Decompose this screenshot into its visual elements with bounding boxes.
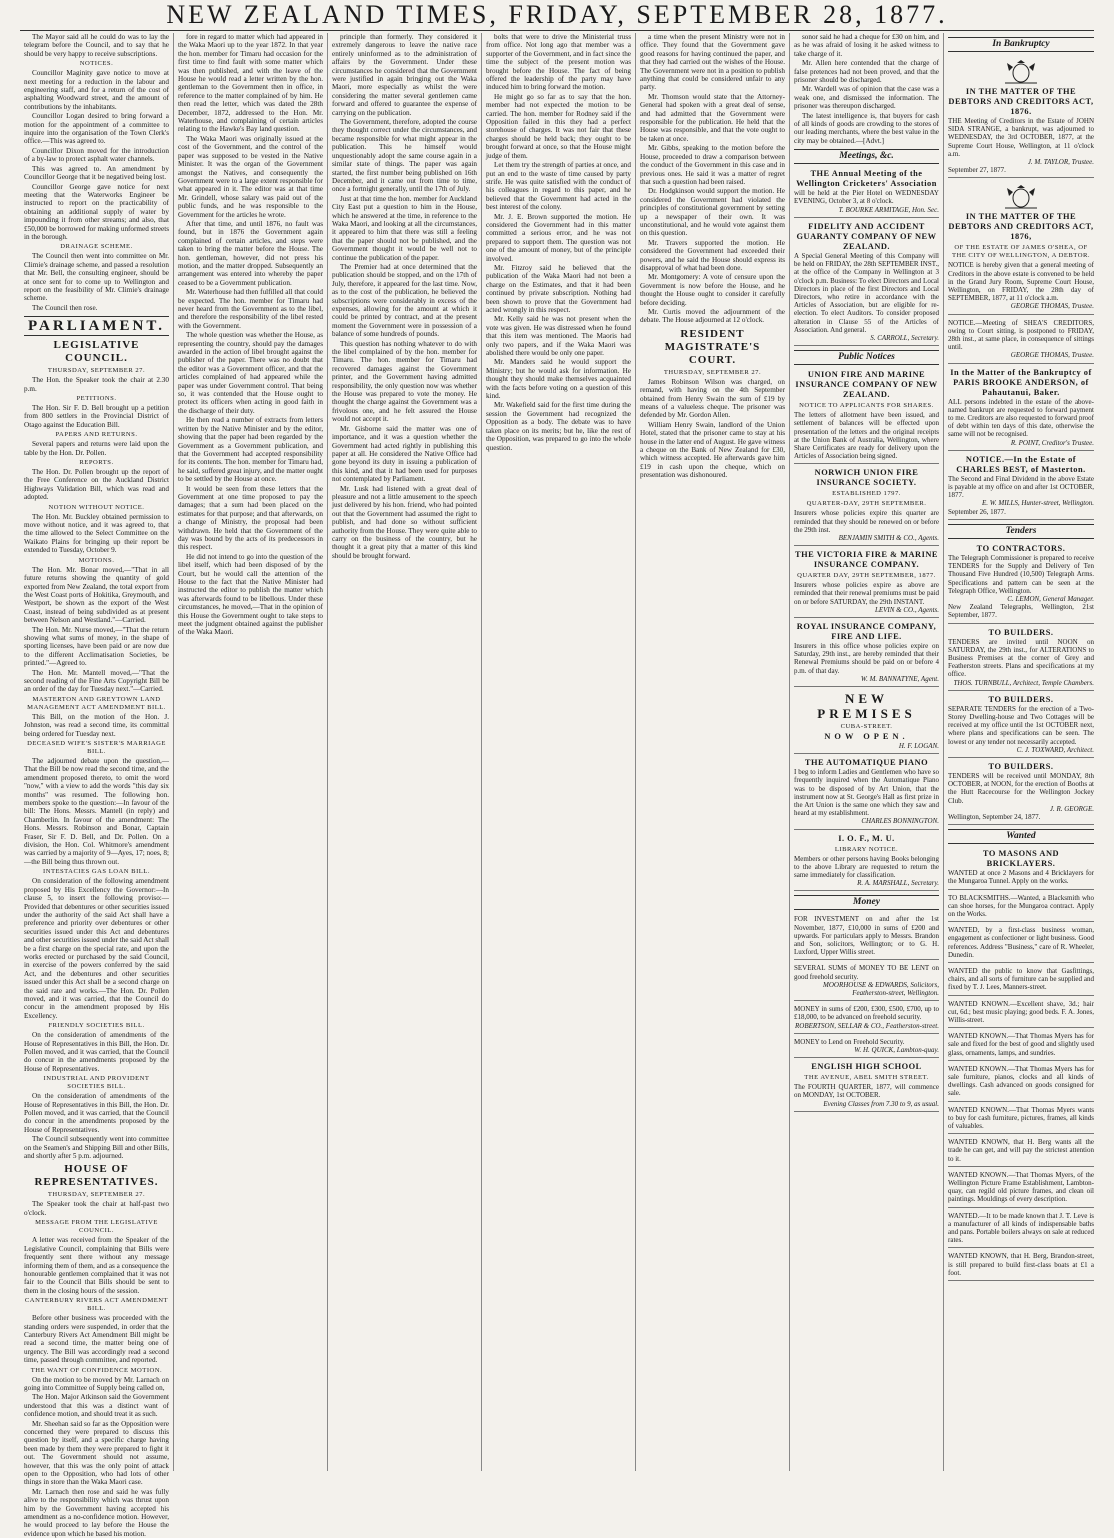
advertisement [948, 693, 1094, 758]
ad-signature: C. LEMON, General Manager. [1007, 594, 1094, 603]
ad-date: Wellington, September 24, 1877. [948, 812, 1041, 821]
subheading: INTESTACIES GAS LOAN BILL. [43, 868, 150, 876]
paragraph: The Mayor said all he could do was to lay the telegram before the Council, and to say that he should be very happy to receive subscriptions. [24, 33, 169, 58]
ad-title: In the Matter of the Bankruptcy of PARIS BROOKE ANDERSON, of Pahautanui, Baker. [950, 367, 1092, 397]
advertisement-note: The latest intelligence is, that buyers for cash of all kinds of goods are crowding to the stores of our leading merchants, where the best value in the city may be obtained.—[Advt.] [794, 111, 939, 145]
paragraph: Mr. Fitzroy said he believed that the publication of the Waka Maori had not been a charge on the Estimates, and that it had been continued by private subscription. Nothing had been shown to prove that the Government had acted wrongly in this respect. [486, 263, 631, 314]
column-7 [944, 33, 1098, 1471]
paragraph: On consideration of the following amendment proposed by His Excellency the Governor:—In clause 5, to insert the following proviso:—Provided that debentures or other securities issued under the authority of the said Act shall have a preference and priority over debentures or other securities issued under this Act and debentures and other securities issued under the said Act shall be a first charge on the special rate, and upon the works erected or purchased by the said Council, in exercise of the powers conferred by the said Act, and the debentures and other securities issued under this Act shall be a second charge on the said rate and works.—The Hon. Dr. Pollen moved, and it was carried, that the Council do concur in the amendment proposed by His Excellency. [24, 877, 169, 1020]
ad-subtitle: LIBRARY NOTICE. [834, 845, 899, 853]
paragraph: Mr. Gibbs, speaking to the motion before the House, proceeded to draw a comparison between the conduct of the Government in this case and in previous ones. He said it was a matter of regret that such a question had been raised. [640, 144, 785, 186]
subheading: DECEASED WIFE'S SISTER'S MARRIAGE BILL. [27, 740, 166, 755]
ad-body: WANTED KNOWN, that H. Berg wants all the trade he can get, and will pay the strictest attention to it. [948, 1138, 1094, 1163]
paragraph: The Government, therefore, adopted the course they thought correct under the circumstances, and became responsible for what might appear in the publication. This he himself would unquestionably adopt the same course again in a similar state of things. The paper was again started, the first number being published on 16th December, and it came out from time to time, once a fortnight generally, until the 17th of July. [332, 118, 477, 194]
paragraph: Mr. Travers supported the motion. He considered the Government had exceeded their powers, and he said the House should express its disapproval of what had been done. [640, 238, 785, 272]
ad-signature: H. F. LOGAN. [898, 741, 939, 750]
ad-signature: E. W. MILLS, Hunter-street, Wellington. [981, 499, 1094, 508]
ad-body: I beg to inform Ladies and Gentlemen who have so frequently inquired when the Automatique Piano was to be disposed of by Art Union, that the instrument now at St. George's Hall as first prize in the Art Union is the same one which they saw and heard at my establishment. [794, 768, 939, 818]
ad-signature: CHARLES BONNINGTON. [861, 817, 939, 826]
ad-signature: Evening Classes from 7.30 to 9, as usual. [823, 1099, 939, 1108]
ad-title: TO BUILDERS. [988, 761, 1054, 771]
ad-title: TO CONTRACTORS. [976, 543, 1066, 553]
advertisement [948, 1169, 1094, 1208]
advertisement [794, 689, 939, 754]
ad-title: TO BUILDERS. [988, 694, 1054, 704]
ad-signature: J. R. GEORGE. [1049, 804, 1094, 813]
ad-signature: W. M. BANNATYNE, Agent. [860, 674, 939, 683]
ad-subtitle: THE AVENUE, ABEL SMITH STREET. [804, 1074, 929, 1082]
paragraph: The Hon. Mr. Mantell moved,—"That the second reading of the Fine Arts Copyright Bill be an order of the day for Tuesday next."—Carried. [24, 668, 169, 694]
paragraph: The Premier had at once determined that the publication should be stopped, and on the 17th of July, therefore, it appeared for the last time. Now, as to the cost of the publication, he believed the subscriptions were considerably in excess of the expenses, allowing for the amount at which it could be printed by contract, and at the present moment the Government were in possession of a balance of some hundreds of pounds. [332, 262, 477, 339]
advertisement [794, 832, 939, 892]
paragraph: Mr. Gisborne said the matter was one of importance, and it was a question whether the Government had acted rightly in publishing this paper at all. He considered the Native Office had gone beyond its duty in issuing a publication of this kind, and that it had been used for purposes not contemplated by Parliament. [332, 424, 477, 484]
ad-signature: MOORHOUSE & EDWARDS, Solicitors, Featherston-street, Wellington. [823, 980, 939, 998]
paragraph: Mr. Curtis moved the adjournment of the debate. The House adjourned at 12 o'clock. [640, 308, 785, 325]
paragraph: Mr. Manders said he would support the Ministry; but he would ask for information. He thought they should make themselves acquainted with the facts before voting on a question of this kind. [486, 358, 631, 401]
ad-body: A Special General Meeting of this Company will be held on FRIDAY, the 28th SEPTEMBER INST., at the office of the Company in Wellington at 3 o'clock p.m. Business: To elect Directors and Local Directors in place of the first Directors and Local Directors, who retire in accordance with the Articles of Association, but are eligible for re-election. To elect Auditors. To consider proposed alteration in Clause 55 of the Articles of Association. And general. [794, 251, 939, 334]
ad-body: WANTED KNOWN.—That Thomas Myers, of the Wellington Picture Frame Establishment, Lambton-quay, can regild old picture frames, and clean oil paintings. Mouldings of every description. [948, 1170, 1094, 1204]
advertisement [794, 368, 939, 464]
paragraph: The Hon. Mr. Buckley obtained permission to move without notice, and it was agreed to, that the time allowed to the Select Committee on the Waikato Plains for bringing up their report be extended to Tuesday, October 9. [24, 512, 169, 555]
paragraph: Mr. Wakefield said for the first time during the session the Government had recognized the Opposition as a body. The debate was to have taken place on its merits; but he, like the rest of the Opposition, was prepared to go into the whole question. [486, 401, 631, 452]
advertisement [794, 1003, 939, 1034]
section-header-wanted: Wanted [948, 829, 1094, 844]
ad-body: The FOURTH QUARTER, 1877, will commence on MONDAY, 1st OCTOBER. [794, 1083, 939, 1100]
paragraph: Mr. J. E. Brown supported the motion. He considered the Government had in this matter committed a serious error, and he was not prepared to support them. The question was not one of the amount of money, but of the principle involved. [486, 212, 631, 263]
advertisement [948, 998, 1094, 1029]
ad-signature: R. POINT, Creditor's Trustee. [1010, 438, 1094, 447]
ad-body: WANTED at once 2 Masons and 4 Bricklayers for the Mungaroa Tunnel. Apply on the works. [948, 869, 1094, 886]
ad-signature: THOS. TURNBULL, Architect, Temple Chambers. [953, 678, 1094, 687]
paragraph: Mr. Sheehan said so far as the Opposition were concerned they were prepared to discuss this question by itself, and a specific charge having been made by them they were prepared to fight it out. The Government should not assume, however, that this was the only point of attack open to the Opposition, who had lots of other things in store than the Waka Maori case. [24, 1419, 169, 1487]
paragraph: The Council subsequently went into committee on the Seamen's and Shipping Bill and other Bills, and shortly after 5 p.m. adjourned. [24, 1135, 169, 1161]
paragraph: Mr. Lusk had listened with a great deal of pleasure and not a little amusement to the speech just delivered by his hon. friend, who had pointed out that the Government had assumed the right to publish, and had done so without sufficient authority from the House. They were quite able to carry on the business of the country, but he thought it a great pity that a matter of this kind should be brought forward. [332, 484, 477, 560]
subheading: INDUSTRIAL AND PROVIDENT SOCIETIES BILL. [43, 1075, 150, 1091]
ad-body: NOTICE.—Meeting of SHEA'S CREDITORS, owing to Court sitting, is postponed to FRIDAY, 28th inst., at same place, in consequence of sittings until. [948, 318, 1094, 352]
ad-title: UNION FIRE AND MARINE INSURANCE COMPANY OF NEW ZEALAND. [795, 370, 938, 400]
subheading: THE WANT OF CONFIDENCE MOTION. [30, 1366, 163, 1374]
ad-signature: GEORGE THOMAS, Trustee. [1010, 302, 1094, 311]
paragraph: The Speaker took the chair at half-past two o'clock. [24, 1200, 169, 1217]
section-header-meetings: Meetings, &c. [794, 149, 939, 164]
section-header-bankruptcy: In Bankruptcy [948, 37, 1094, 52]
ad-date: September 26, 1877. [948, 507, 1006, 516]
paragraph: The Hon. the Speaker took the chair at 2.30 p.m. [24, 376, 169, 393]
subheading: NOTICES. [79, 60, 114, 68]
ad-date: QUARTER-DAY, 29TH SEPTEMBER. [806, 500, 927, 508]
ad-body: WANTED KNOWN.—That Thomas Myers has for sale furniture, pianos, clocks and all kinds of dwellings. Cash advanced on goods consigned for sale. [948, 1064, 1094, 1098]
ad-subtitle: OF THE ESTATE OF JAMES O'SHEA, OF THE CITY OF WELLINGTON, A DEBTOR. [951, 244, 1091, 260]
paragraph: Dr. Hodgkinson would support the motion. He considered the Government had violated the principles of constitutional government by setting up a newspaper of their own. It was unconstitutional, and he would vote against them on this question. [640, 187, 785, 238]
advertisement [794, 1060, 939, 1112]
ad-body: The Telegraph Commissioner is prepared to receive TENDERS for the Supply and Delivery of Ten Thousand Five Hundred (10,500) Telegraph Arms. Specifications and pattern can be seen at the Telegraph Office, Wellington. [948, 553, 1094, 595]
paragraph: The Council then went into committee on Mr. Climie's drainage scheme, and passed a resolution that Mr. Bell, the consulting engineer, should be at once sent for to come up to Wellington and report on the feasibility of Mr. Climie's drainage scheme. [24, 252, 169, 303]
ad-body: WANTED, by a first-class business woman, engagement as confectioner or light business. Good references. Address "Business," care of R. Wheeler, Dunedin. [948, 926, 1094, 959]
subheading: DRAINAGE SCHEME. [60, 243, 133, 251]
advertisement [794, 167, 939, 218]
advertisement [948, 1136, 1094, 1167]
subheading: PETITIONS. [76, 395, 117, 402]
ad-body: FOR INVESTMENT on and after the 1st November, 1877, £10,000 in sums of £200 and upwards. For particulars apply to Messrs. Brandon and Son, solicitors, Wellington; or to G. H. Luxford, Upper Willis street. [794, 915, 939, 957]
subheading: NOTION WITHOUT NOTICE. [48, 503, 145, 511]
ad-title: NORWICH UNION FIRE INSURANCE SOCIETY. [814, 468, 919, 488]
section-header-money: Money [794, 895, 939, 910]
ad-body: The Second and Final Dividend in the above Estate is payable at my office on and after 1st OCTOBER, 1877. [948, 474, 1094, 500]
advertisement [948, 1104, 1094, 1135]
ad-body: WANTED.—It to be made known that J. T. Leve is a manufacturer of all kinds of indispensable baths and pans. Portable boilers always on sale at reduced rates. [948, 1211, 1094, 1245]
subheading: REPORTS. [79, 459, 114, 467]
ad-body: NOTICE is hereby given that a general meeting of Creditors in the above estate is convened to be held in the Grand Jury Room, Supreme Court House, Wellington, on FRIDAY, the 28th day of SEPTEMBER, 1877, at 11 o'clock a.m. [948, 261, 1094, 303]
paragraph: Mr. Allen here contended that the charge of false pretences had not been proved, and that the prisoner should be discharged. [794, 59, 939, 85]
ad-date: September 27, 1877. [948, 166, 1006, 175]
subheading: MOTIONS. [78, 556, 115, 564]
paragraph: William Henry Swain, landlord of the Union Hotel, stated that the prisoner came to stay at his house in the latter end of August. He gave witness a cheque on the Bank of New Zealand for £30, which witness accepted. He afterwards gave him £19 in cash upon the cheque, which on presentation was dishonoured. [640, 420, 785, 480]
ad-signature: S. CARROLL, Secretary. [870, 333, 939, 342]
paragraph: A letter was received from the Speaker of the Legislative Council, complaining that Bills were frequently sent there without any message informing them of them, and as a consequence the honourable gentlemen complained that it was not fair to the Council that Bills should be sent to them in the closing hours of the session. [24, 1236, 169, 1295]
paragraph: principle than formerly. They considered it extremely dangerous to leave the native race entirely uninformed as to the administration of affairs by the Government. Under these circumstances he considered that the Government were justified in again bringing out the Waka Maori, more especially as whilst the were considering the matter several gentlemen came forward and offered to guarantee the expense of carrying on the publication. [332, 33, 477, 117]
subheading: MASTERTON AND GREYTOWN LAND MANAGEMENT ACT AMENDMENT BILL. [27, 695, 166, 711]
ad-signature: R. A. MARSHALL, Secretary. [857, 879, 939, 888]
section-title-council: LEGISLATIVE COUNCIL. [53, 339, 140, 365]
advertisement [948, 1210, 1094, 1249]
advertisement [794, 220, 939, 346]
paragraph: This question has nothing whatever to do with the libel complained of by the hon. member for Timaru. The hon. member for Timaru had recovered damages against the Government printer, and the Government having admitted responsibility, the only question now was whether the House was prepared to vote the money. He thought the charge against the Government was a frivolous one, and he felt assured the House would not accept it. [332, 339, 477, 424]
column-4 [482, 33, 636, 1471]
ad-body: WANTED KNOWN.—Excellent shave, 3d.; hair cut, 6d.; best music playing; good beds. F. A. Jones, Willis-street. [948, 999, 1094, 1025]
subheading: FRIENDLY SOCIETIES BILL. [48, 1022, 145, 1030]
section-title-parliament: PARLIAMENT. [24, 316, 169, 336]
ad-body: SEPARATE TENDERS for the erection of a Two-Storey Dwelling-house and Two Cottages will be received at my office until the 1st OCTOBER next, where plans and specifications can be seen. The lowest or any tender not necessarily accepted. [948, 704, 1094, 746]
ad-subtitle: CUBA-STREET. [840, 722, 893, 730]
paragraph: This Bill, on the motion of the Hon. J. Johnston, was read a second time, its committal being ordered for Tuesday next. [24, 712, 169, 738]
ad-title: TO MASONS AND BRICKLAYERS. [982, 849, 1060, 869]
advertisement [948, 847, 1094, 889]
ad-body: The letters of allotment have been issued, and settlement of balances will be effected upon presentation of the letters and the original receipts at the Union Bank of Australia, Wellington, where Share Certificates are ready for delivery upon the Articles of Association being signed. [794, 411, 939, 461]
paragraph: Councillor George gave notice for next meeting that the Waterworks Engineer be instructed to report on the practicability of obtaining an additional supply of water by impounding it from other streams; and also, that £50,000 be borrowed for making unformed streets in the borough. [24, 182, 169, 241]
paragraph: fore in regard to matter which had appeared in the Waka Maori up to the year 1872. In that year the hon. member for Timaru had occasion for the first time to find fault with some matter which was then published, and with the leave of the House he would read a letter written by the hon. gentleman to the Government then in office, in reference to the matter complained of by him. He then read the letter, which was dated the 28th December, 1872, addressed to the Hon. Mr. Waterhouse, and complaining of certain articles relating to the Hawke's Bay land question. [178, 33, 323, 134]
paragraph: Let them try the strength of parties at once, and put an end to the waste of time caused by party strife. He was quite satisfied with the conduct of his colleagues in regard to this paper, and he believed that the Government had acted in the best interest of the colony. [486, 161, 631, 212]
ad-title: THE VICTORIA FIRE & MARINE INSURANCE COMPANY. [795, 550, 938, 570]
section-header-tenders: Tenders [948, 524, 1094, 539]
advertisement [794, 548, 939, 618]
ad-body: TO BLACKSMITHS.—Wanted, a Blacksmith who can shoe horses, for the Mungaroa contract. Apply on the Works. [948, 893, 1094, 918]
advertisement [948, 1063, 1094, 1102]
ad-date: QUARTER DAY, 29TH SEPTEMBER, 1877. [797, 572, 936, 580]
section-title-court: RESIDENT MAGISTRATE'S COURT. [664, 327, 761, 366]
ad-title: ENGLISH HIGH SCHOOL [811, 1062, 922, 1072]
advertisement [794, 756, 939, 829]
ad-subtitle: ESTABLISHED 1797. [832, 490, 901, 498]
ad-signature: ROBERTSON, SELLAR & CO., Featherston-street. [794, 1021, 939, 1030]
ad-title: THE Annual Meeting of the Wellington Cricketers' Association [796, 169, 937, 189]
paragraph: The adjourned debate upon the question,—That the Bill be now read the second time, and the amendment proposed thereto, to omit the word "now," with a view to add the words "this day six months" was resumed. The following hon. members spoke to the question:—In favour of the bill: The Hons. Messrs. Mantell (in reply) and Chamberlin. In favour of the amendment: The Hons. Messrs. Robinson and Bonar, Captain Fraser, Sir F. D. Bell, and Dr. Pollen. On a division, the Hon. Col. Whitmore's amendment was carried by a majority of 9—Ayes, 17; noes, 8;—the Bill being thus thrown out. [24, 757, 169, 866]
paragraph: The Waka Maori was originally issued at the cost of the Government, and the control of the paper was supposed to be vested in the Native Minister. It was the organ of the Government amongst the Natives, and consequently the Government were to a large extent responsible for what appeared in it. The editor was at that time Mr. Grindell, whose salary was paid out of the public funds, and he was responsible to the Government for the articles he wrote. [178, 134, 323, 219]
ad-signature: BENJAMIN SMITH & CO., Agents. [838, 533, 939, 542]
ad-body: SEVERAL SUMS of MONEY TO BE LENT on good freehold security. [794, 964, 939, 981]
masthead-title: NEW ZEALAND TIMES, FRIDAY, SEPTEMBER 28, 1877. [166, 0, 948, 29]
paragraph: On the consideration of amendments of the House of Representatives in this Bill, the Hon. Dr. Pollen moved, and it was carried, that the Council do concur in the amendments proposed by the House of Representatives. [24, 1031, 169, 1073]
ad-body: Insurers whose policies expire this quarter are reminded that they should be renewed on or before the 29th inst. [794, 509, 939, 534]
paragraph: The Hon. Major Atkinson said the Government understood that this was a distinct want of confidence motion, and should treat it as such. [24, 1393, 169, 1419]
column-1 [20, 33, 174, 1538]
ad-body: TENDERS are invited until NOON on SATURDAY, the 29th inst., for ALTERATIONS to Business Premises at the corner of Grey and Featherston streets. Plans and specifications at my office. [948, 637, 1094, 679]
column-5 [636, 33, 790, 1471]
paragraph: He might go so far as to say that the hon. member had not expected the motion to be carried. The hon. member for Rodney said if the Opposition failed in this they had a perfect storehouse of charges. It was not fair that these charges should be held back; they ought to be brought forward at once, so that the House might judge of them. [486, 92, 631, 160]
paragraph: The Hon. Mr. Nurse moved,—"That the return showing what sums of money, in the shape of sporting licenses, have been paid or are now due to the different Acclimatisation Societies, be printed."—Agreed to. [24, 625, 169, 668]
paragraph: Councillor Logan desired to bring forward a motion for the appointment of a committee to inquire into the organisation of the Town Clerk's office.—This was agreed to. [24, 112, 169, 146]
ad-date: New Zealand Telegraphs, Wellington, 21st September, 1877. [948, 603, 1094, 620]
ad-signature: J. M. TAYLOR, Trustee. [1027, 158, 1094, 167]
ad-title: FIDELITY AND ACCIDENT GUARANTY COMPANY OF NEW ZEALAND. [796, 221, 937, 251]
section-header-public-notices: Public Notices [794, 350, 939, 365]
paragraph: Just at that time the hon. member for Auckland City East put a question to him in the House, which he answered at the time, in reference to the Waka Maori, and looking at all the circumstances, it appeared to him that there was still a feeling that the paper should not be published, and the Government thought it would be well not to continue the publication of the paper. [332, 194, 477, 262]
ad-body: WANTED KNOWN.—That Thomas Myers has for sale and fixed for the best of good and slightly used glass, ornaments, lamps, and sundries. [948, 1032, 1094, 1057]
advertisement [948, 180, 1094, 314]
subheading: PAPERS AND RETURNS. [55, 431, 138, 439]
column-3 [328, 33, 482, 1471]
ad-body: ALL persons indebted in the estate of the above-named bankrupt are requested to forward payment to me. Creditors are also requested to forward proof of debt within ten days of this date, otherwise the same will not be recognised. [948, 397, 1094, 439]
advertisement [794, 466, 939, 546]
paragraph: Mr. Larnach then rose and said he was fully alive to the responsibility which was thrust upon him by the Government having accepted his amendment as a no-confidence motion. However, he would proceed to lay before the House the evidence upon which he based his motion. [24, 1487, 169, 1538]
advertisement [948, 892, 1094, 923]
royal-crest-icon [1001, 59, 1041, 85]
ad-title: THE AUTOMATIQUE PIANO [804, 758, 929, 768]
ad-signature: C. J. TOXWARD, Architect. [1016, 745, 1094, 754]
advertisement [948, 760, 1094, 825]
paragraph: James Robinson Wilson was charged, on remand, with having on the 4th September obtained from Henry Swain the sum of £19 by means of a valueless cheque. The prisoner was defended by Mr. Gordon Allen. [640, 377, 785, 420]
subheading: CANTERBURY RIVERS ACT AMENDMENT BILL. [24, 1297, 169, 1313]
paragraph: Mr. Kelly said he was not present when the vote was given. He was distressed when he found that this item was mentioned. The Maoris had only two papers, and if the Waka Maori was abolished there would be only one paper. [486, 315, 631, 358]
ad-title: TO BUILDERS. [988, 627, 1054, 637]
ad-body: WANTED the public to know that Gasfittings, chairs, and all sorts of furniture can be supplied and fixed by T. J. Lees, Manners-street. [948, 967, 1094, 992]
ad-body: MONEY to Lend on Freehold Security. [794, 1037, 905, 1046]
paragraph: After that time, and until 1876, no fault was found, but in 1876 the Government again complained of certain articles, and steps were taken to bring the matter before the House. The hon. gentleman, however, did not press his motion, and the matter dropped. Subsequently an arrangement was entered into whereby the paper ceased to be a Government publication. [178, 219, 323, 287]
advertisement [948, 924, 1094, 963]
paragraph: This was agreed to. An amendment by Councillor George that it be negatived being lost. [24, 164, 169, 182]
masthead-rule [20, 30, 1094, 31]
paragraph: The whole question was whether the House, as representing the country, should pay the damages awarded in the action of libel brought against the publisher of the paper. There was no doubt that the editor was a Government officer, and that the articles complained of had appeared while the paper was under Government control. That being so, it was contended that the House ought to protect its officers when acting in good faith in the discharge of their duty. [178, 331, 323, 415]
paragraph: Before other business was proceeded with the standing orders were suspended, in order that the Canterbury Rivers Act Amendment Bill might be read a second time, the matter being one of urgency. The Bill was accordingly read a second time, passed through committee, and reported. [24, 1314, 169, 1365]
advertisement [948, 1250, 1094, 1281]
ad-title: NEW PREMISES [817, 690, 916, 721]
dateline: THURSDAY, SEPTEMBER 27. [47, 1191, 146, 1199]
royal-crest-icon [1001, 184, 1041, 210]
ad-signature: T. BOURKE ARMITAGE, Hon. Sec. [838, 205, 939, 214]
column-2 [174, 33, 328, 1471]
advertisement [948, 965, 1094, 996]
paragraph: sonor said he had a cheque for £30 on him, and as he was afraid of losing it he asked witness to take charge of it. [794, 33, 939, 58]
paragraph: The Hon. Dr. Pollen brought up the report of the Free Conference on the Auckland District Highways Validation Bill, which was read and adopted. [24, 468, 169, 502]
ad-body: MONEY in sums of £200, £300, £500, £700, up to £18,000, to be advanced on freehold security. [794, 1005, 939, 1022]
ad-body: WANTED KNOWN, that H. Berg, Brandon-street, is still prepared to build first-class boats at £1 a foot. [948, 1252, 1094, 1277]
paragraph: Mr. Wardell was of opinion that the case was a weak one, and dismissed the information. The prisoner was thereupon discharged. [794, 85, 939, 111]
ad-signature: LEVIN & CO., Agents. [874, 605, 939, 614]
advertisement [794, 913, 939, 960]
paragraph: a time when the present Ministry were not in office. They found that the Government gave good reasons for having continued the paper, and that they had carried out the wishes of the House. The Government were not in a position to publish anything that could be considered unfair to any party. [640, 33, 785, 92]
advertisement [794, 620, 939, 687]
advertisement [948, 453, 1094, 520]
paragraph: Mr. Thomson would state that the Attorney-General had spoken with a great deal of sense, and had admitted that the Government were responsible for the publication. He held that the House was responsible, and that the vote ought to be taken at once. [640, 92, 785, 143]
paragraph: It would be seen from these letters that the Government at one time proposed to pay the damages; that a sum had been placed on the estimates for that purpose; and that afterwards, on a change of Ministry, the proposal had been withdrawn. He held that the Government of the day was bound by the acts of its predecessors in this respect. [178, 484, 323, 552]
ad-headline: NOW OPEN. [824, 731, 909, 741]
advertisement [794, 962, 939, 1001]
ad-body: Members or other persons having Books belonging to the above Library are requested to return the same immediately for classification. [794, 854, 939, 880]
paragraph: On the consideration of amendments of the House of Representatives in this Bill, the Hon. Dr. Pollen moved, and it was carried, that the Council do concur in the amendments proposed by the House of Representatives. [24, 1092, 169, 1134]
paragraph: Councillor Dixon moved for the introduction of a by-law to protect asphalt water channels. [24, 146, 169, 164]
paragraph: On the motion to be moved by Mr. Larnach on going into Committee of Supply being called on, [24, 1375, 169, 1392]
ad-title: IN THE MATTER OF THE DEBTORS AND CREDITORS ACT, 1876. [948, 87, 1094, 116]
paragraph: Councillor Maginity gave notice to move at next meeting for a reduction in the labour and engineering staff, and for a return of the cost of asphalting Woodward street, and the amount of contributions by the inhabitants. [24, 69, 169, 111]
ad-subtitle: NOTICE TO APPLICANTS FOR SHARES. [799, 402, 934, 410]
paragraph: The Hon. Mr. Bonar moved,—"That in all future returns showing the quantity of gold exported from New Zealand, the total export from the West Coast ports of Hokitika, Greymouth, and Westport, be shown as the export of the West Coast, instead of being subdivided as at present between Nelson and Westland."—Carried. [24, 565, 169, 625]
subheading: MESSAGE FROM THE LEGISLATIVE COUNCIL. [35, 1219, 158, 1235]
dateline: THURSDAY, SEPTEMBER 27. [47, 367, 146, 375]
columns-container [20, 33, 1098, 1538]
paragraph: He did not intend to go into the question of the libel itself, which had been disposed of by the Court, but he would call the attention of the House to the fact that the Native Minister had instructed the editor to publish the matter which was afterwards found to be libellous. Under these circumstances, he moved,—That in the opinion of this House the Government ought to take steps to meet the judgment obtained against the publisher of the Waka Maori. [178, 552, 323, 637]
section-title-house: HOUSE OF REPRESENTATIVES. [34, 1163, 159, 1189]
ad-title: I. O. F., M. U. [838, 833, 895, 843]
advertisement [948, 55, 1094, 178]
paragraph: bolts that were to drive the Ministerial truss from office. Not long ago that member was a supporter of the Government, and in fact since the time the subject of the present motion was brought before the House. The fact of being offered the leadership of the party may have induced him to bring forward the motion. [486, 33, 631, 92]
ad-title: ROYAL INSURANCE COMPANY, FIRE AND LIFE. [796, 621, 937, 641]
advertisement [948, 542, 1094, 624]
ad-body: will be held at the Pier Hotel on WEDNESDAY EVENING, October 3, at 8 o'clock. [794, 189, 939, 206]
dateline: THURSDAY, SEPTEMBER 27. [663, 368, 762, 376]
paragraph: The Hon. Sir F. D. Bell brought up a petition from 800 settlers in the Provincial District of Otago against the Education Bill. [24, 404, 169, 429]
ad-title: NOTICE.—In the Estate of CHARLES BEST, of Masterton. [956, 454, 1086, 474]
ad-signature: GEORGE THOMAS, Trustee. [1010, 351, 1094, 360]
ad-body: THE Meeting of Creditors in the Estate of JOHN SIDA STRANGE, a bankrupt, was adjourned to WEDNESDAY, the 3rd OCTOBER, 1877, at the Supreme Court House, Wellington, at 11 o'clock a.m. [948, 117, 1094, 158]
ad-body: WANTED KNOWN.—That Thomas Myers wants to buy for cash furniture, pictures, frames, all kinds of valuables. [948, 1105, 1094, 1131]
column-6 [790, 33, 944, 1471]
paragraph: Mr. Waterhouse had then fulfilled all that could be expected. The hon. member for Timaru had never heard from the Government as to the libel, and therefore the responsibility of the libel rested with the Government. [178, 288, 323, 330]
advertisement [948, 317, 1094, 364]
advertisement [948, 626, 1094, 691]
paragraph: The Council then rose. [32, 303, 98, 312]
ad-body: Insurers in this office whose policies expire on Saturday, 29th inst., are hereby reminded that their Renewal Premiums should be paid on or before 4 p.m. of that day. [794, 641, 939, 675]
ad-title: IN THE MATTER OF THE DEBTORS AND CREDITORS ACT, 1876, [948, 212, 1094, 242]
paragraph: He then read a number of extracts from letters written by the Native Minister and by the editor, showing that the paper had been regarded by the Government as a Government publication, and that the Government had accepted responsibility for its contents. The hon. member for Timaru had, he said, suffered great injury, and the matter ought to be settled by the House at once. [178, 416, 323, 484]
paragraph: Several papers and returns were laid upon the table by the Hon. Dr. Pollen. [24, 440, 169, 457]
ad-body: TENDERS will be received until MONDAY, 8th OCTOBER, at NOON, for the erection of Booths at the Hutt Racecourse for the Wellington Jockey Club. [948, 771, 1094, 805]
paragraph: Mr. Montgomery: A vote of censure upon the Government is now before the House, and he thought the House ought to consider it carefully before deciding. [640, 273, 785, 307]
advertisement [948, 366, 1094, 451]
ad-body: Insurers whose policies expire as above are reminded that their renewal premiums must be paid on or before SATURDAY, the 29th INSTANT. [794, 581, 939, 606]
ad-signature: W. H. QUICK, Lambton-quay. [854, 1046, 939, 1055]
advertisement [794, 1036, 939, 1058]
advertisement [948, 1030, 1094, 1061]
